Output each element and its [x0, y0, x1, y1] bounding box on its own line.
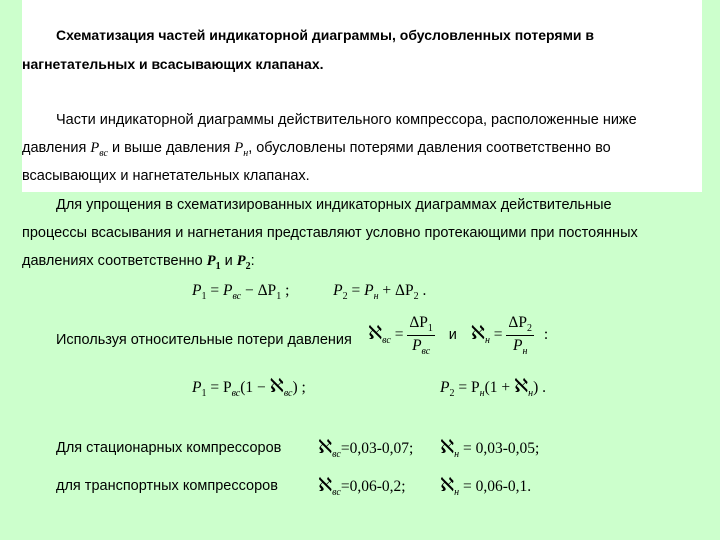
transport-vs-value: ℵ$_{вс}$=0,06-0,2; — [318, 474, 406, 498]
para2-line-3: давлениях соответственно $P_1$ и $P_2$: — [22, 253, 255, 272]
para3-text: Используя относительные потери давления — [56, 332, 352, 348]
formula-p1: $P_1 = P_{вс}(1$ − ℵ$_{вс}$) ; — [192, 375, 306, 399]
stationary-n-value: ℵ$_н$ = 0,03-0,05; — [440, 436, 540, 460]
fraction-n: $\frac{\Delta P_2}{P_н}$ — [508, 314, 533, 357]
transport-label: для транспортных компрессоров — [56, 478, 278, 494]
para1-line-1: Части индикаторной диаграммы действительного компрессора, расположенные ниже — [56, 112, 637, 128]
formula-pressures: $P_1 = P_{вс} - \Delta P_1$ ; $P_2 = P_н + \Delta P_2$ . — [192, 282, 427, 302]
para2-line-2: процессы всасывания и нагнетания представляют условно протекающими при постоянных — [22, 225, 638, 241]
stationary-label: Для стационарных компрессоров — [56, 440, 282, 456]
para1-line-2: давления $P_{вс}$ и выше давления $P_н$, обусловлены потерями давления соответственно во — [22, 140, 611, 159]
formula-relative-losses: ℵ$_{вс}$ = $\frac{\Delta P_1}{P_{вс}}$ и ℵ$_н$ = $\frac{\Delta P_2}{P_н}$ : — [368, 314, 549, 357]
para2-line-1: Для упрощения в схематизированных индикаторных диаграммах действительные — [56, 197, 612, 213]
stationary-vs-value: ℵ$_{вс}$=0,03-0,07; — [318, 436, 414, 460]
formula-p2: $P_2 = P_н(1$ + ℵ$_н$) . — [440, 375, 547, 399]
para1-line-3: всасывающих и нагнетательных клапанах. — [22, 168, 310, 184]
fraction-vs: $\frac{\Delta P_1}{P_{вс}}$ — [409, 314, 433, 357]
transport-n-value: ℵ$_н$ = 0,06-0,1. — [440, 474, 532, 498]
title-line-1: Схематизация частей индикаторной диаграммы, обусловленных потерями в — [56, 27, 595, 43]
title-line-2: нагнетательных и всасывающих клапанах. — [22, 56, 324, 72]
